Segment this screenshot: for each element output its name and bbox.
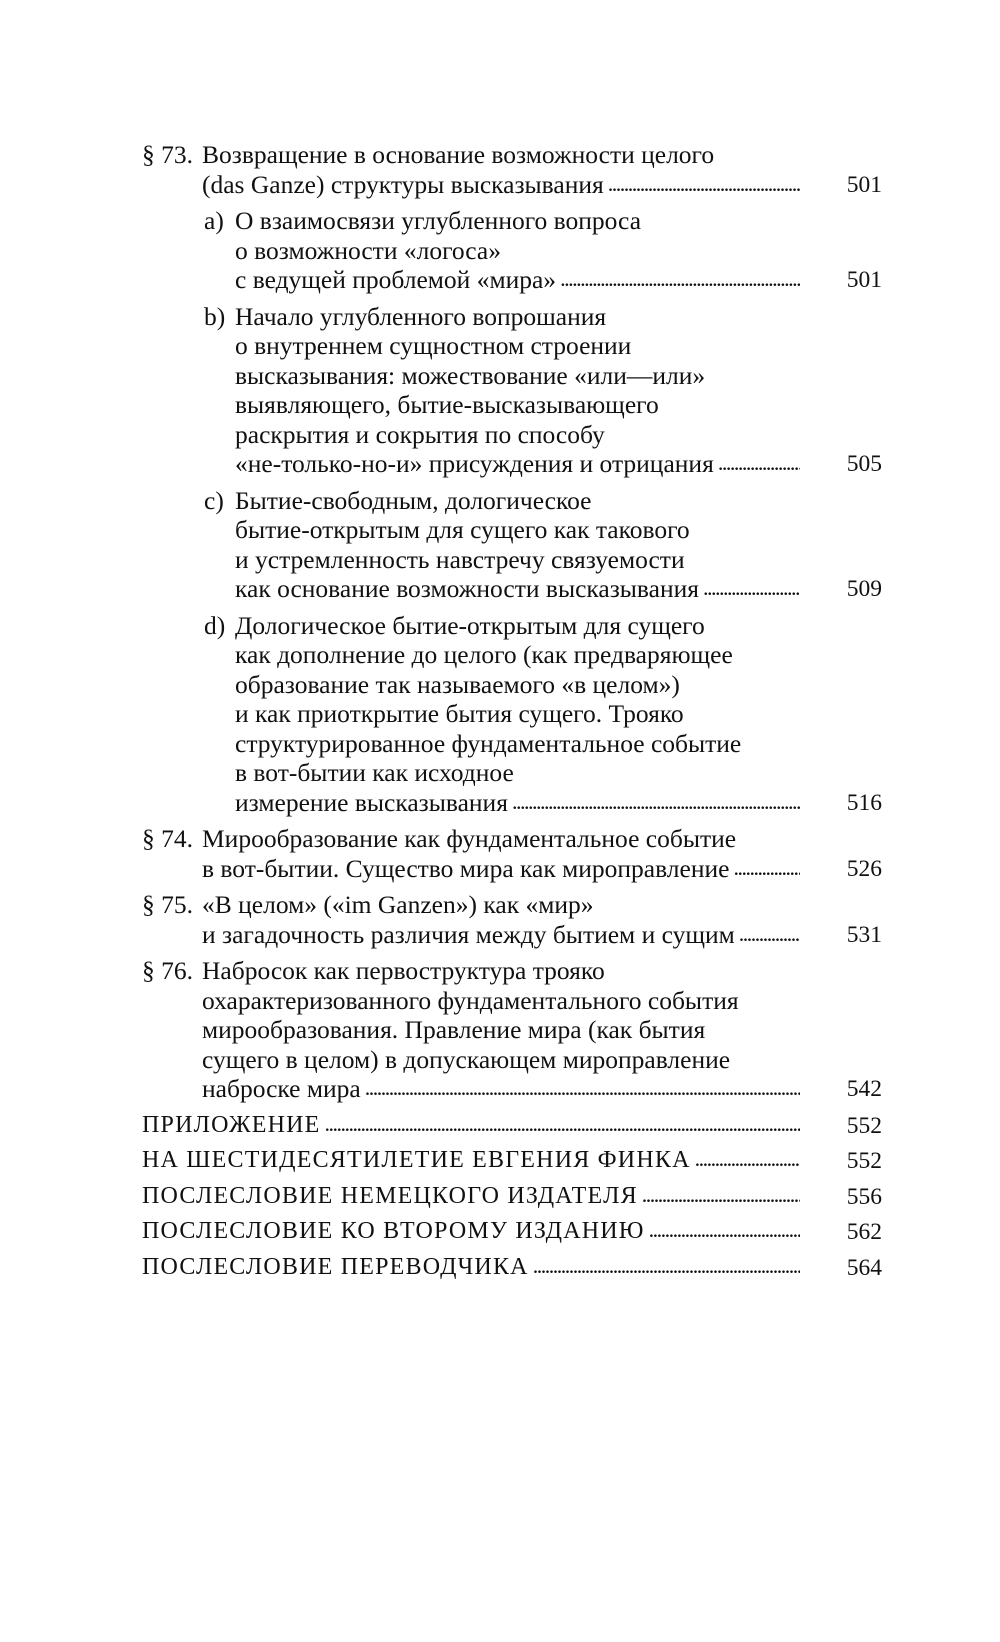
entry-title-line: и загадочность различия между бытием и сущим [202,919,735,949]
subsection-letter: c) [204,485,224,515]
entry-title-line: раскрытия и сокрытия по способу [235,419,605,449]
entry-title-line: «В целом» («im Ganzen») как «мир» [202,890,594,919]
section-number: § 76. [142,956,193,985]
entry-title-line: выявляющего, бытие-высказывающего [235,390,659,419]
entry-title-line: Набросок как первоструктура трояко [202,956,605,985]
entry-title-line: с ведущей проблемой «мира» [235,265,557,294]
entry-title-line: (das Ganze) структуры высказывания [202,169,604,199]
dot-leader [649,1215,800,1246]
entry-title-line: ПРИЛОЖЕНИЕ [142,1111,321,1138]
entry-title-line: сущего в целом) в допускающем мироправление [202,1044,731,1074]
dot-leader [703,572,800,603]
page-number: 556 [846,1183,882,1210]
toc-entry-translator-afterword[interactable] [142,1253,882,1284]
entry-title-line: и устремленность навстречу связуемости [235,544,685,574]
toc-entry-76[interactable] [142,956,882,1105]
entry-title-line: измерение высказывания [235,787,508,817]
toc-entry-73d[interactable] [204,611,882,819]
page-number: 509 [846,576,882,602]
entry-title-line: ПОСЛЕСЛОВИЕ НЕМЕЦКОГО ИЗДАТЕЛЯ [142,1182,638,1209]
entry-title-line: как основание возможности высказывания [235,574,699,603]
dot-leader [608,168,800,199]
page-number: 505 [846,451,882,477]
toc-entry-73a[interactable] [204,206,882,296]
toc-entry-second-edition-afterword[interactable] [142,1217,882,1248]
entry-title-line: как дополнение до целого (как предваряющее [235,640,733,669]
subsection-letter: d) [204,610,226,640]
page-number: 562 [846,1219,882,1245]
entry-title-line: о внутреннем сущностном строении [235,331,632,360]
entry-title-line: «не-только-но-и» присуждения и отрицания [235,449,714,478]
page-number: 552 [846,1112,882,1139]
dot-leader [512,786,800,817]
entry-title-line: в вот-бытии как исходное [235,758,514,787]
page-number: 501 [846,171,882,198]
dot-leader [733,852,800,883]
entry-title-line: Возвращение в основание возможности целого [202,140,715,169]
subsection-letter: a) [204,206,224,235]
page-number: 542 [846,1076,882,1102]
entry-title-line: Мирообразование как фундаментальное событие [202,824,737,853]
dot-leader [642,1180,800,1211]
entry-title-line: ПОСЛЕСЛОВИЕ ПЕРЕВОДЧИКА [142,1253,529,1280]
page-number: 531 [846,921,882,948]
page-number: 564 [846,1254,882,1281]
dot-leader [695,1144,800,1175]
entry-title-line: мирообразования. Правление мира (как бытия [202,1015,706,1044]
entry-title-line: структурированное фундаментальное событие [235,728,742,758]
dot-leader [365,1072,800,1103]
toc-entry-73b[interactable] [204,302,882,480]
dot-leader [718,447,800,478]
entry-title-line: Дологическое бытие-открытым для сущего [235,610,705,640]
toc-entry-appendix[interactable] [142,1111,882,1142]
entry-title-line: бытие-открытым для сущего как такового [235,515,690,544]
page-number: 552 [846,1148,882,1174]
entry-title-line: и как приоткрытие бытия сущего. Трояко [235,699,684,728]
entry-title-line: высказывания: можествование «или—или» [235,360,706,390]
dot-leader [533,1251,800,1282]
entry-title-line: ПОСЛЕСЛОВИЕ КО ВТОРОМУ ИЗДАНИЮ [142,1218,645,1244]
table-of-contents [142,140,882,1288]
dot-leader [325,1109,800,1140]
toc-entry-73c[interactable] [204,486,882,605]
entry-title-line: охарактеризованного фундаментального события [202,985,739,1015]
entry-title-line: наброске мира [202,1074,361,1103]
dot-leader [560,263,800,294]
entry-title-line: о возможности «логоса» [235,235,501,265]
section-number: § 74. [142,824,193,853]
entry-title-line: Бытие-свободным, дологическое [235,485,592,515]
entry-title-line: НА ШЕСТИДЕСЯТИЛЕТИЕ ЕВГЕНИЯ ФИНКА [142,1147,691,1173]
entry-title-line: образование так называемого «в целом») [235,669,680,699]
page-number: 516 [846,789,882,816]
entry-title-line: О взаимосвязи углубленного вопроса [235,206,642,235]
toc-entry-75[interactable] [142,890,882,950]
page-number: 526 [846,855,882,882]
page-number: 501 [846,267,882,293]
toc-entry-fink-sixtieth[interactable] [142,1146,882,1177]
dot-leader [739,918,800,949]
section-number: § 75. [142,890,193,919]
entry-title-line: Начало углубленного вопрошания [235,301,607,331]
subsection-letter: b) [204,301,226,331]
entry-title-line: в вот-бытии. Существо мира как мироправление [202,853,730,883]
toc-entry-73[interactable] [142,140,882,200]
toc-entry-74[interactable] [142,824,882,884]
section-number: § 73. [142,140,193,169]
toc-entry-german-editor-afterword[interactable] [142,1182,882,1213]
